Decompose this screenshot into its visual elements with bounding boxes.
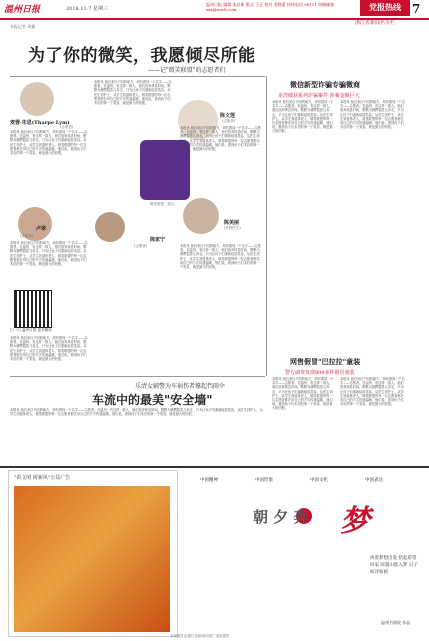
article-text: 本报讯 他们来自不同的地方，却有着同一个名字——志愿者。在温州，有这样一群人，他们放弃休息时间，默默为唇腭裂患儿奔走，只为让孩子们重新绽放笑容。从医生到护士，从学生到退休老人，微笑联盟的每一位志愿者都在用自己的方式传递温暖。他们说，看到孩子们术后的第一个笑容，就是最大的回报。 [272,100,334,134]
person-role: (志愿者) [222,119,236,123]
article-text: 本报讯 他们来自不同的地方，却有着同一个名字——志愿者。在温州，有这样一群人，他们放弃休息时间，默默为唇腭裂患儿奔走，只为让孩子们重新绽放笑容。从医生到护士，从学生到退休老人，微笑联盟的每一位志愿者都在用自己的方式传递温暖。他们说，看到孩子们术后的第一个笑容，就是最大的回报。 [94,80,172,106]
ad-painting [14,486,170,632]
article-text: 本报讯 他们来自不同的地方，却有着同一个名字——志愿者。在温州，有这样一群人，他们放弃休息时间，默默为唇腭裂患儿奔走，只为让孩子们重新绽放笑容。从医生到护士，从学生到退休老人，微笑联盟的每一位志愿者都在用自己的方式传递温暖。他们说，看到孩子们术后的第一个笑容，就是最大的回报。 [340,100,405,130]
person-name: 卢翠 [36,226,47,232]
issue-date: 2018.11.7 星期三 [66,6,109,12]
person-photo [20,82,54,116]
ad-slogan: 中国文化 [310,478,328,483]
section-subtab: 浙江省新闻名专栏 [355,20,396,26]
divider [10,376,265,377]
article-text: 本报讯 他们来自不同的地方，却有着同一个名字——志愿者。在温州，有这样一群人，他们放弃休息时间，默默为唇腭裂患儿奔走，只为让孩子们重新绽放笑容。从医生到护士，从学生到退休老人，微笑联盟的每一位志愿者都在用自己的方式传递温暖。他们说，看到孩子们术后的第一个笑容，就是最大的回报。 [10,336,88,362]
qr-code[interactable] [14,290,52,328]
person-role: (志愿者) [20,234,34,238]
ad-poem: 执着梦想出发 拾起希望回家 喧嚣山影入梦 日子如诗如画 [370,556,418,575]
ad-slogan: 中国表达 [365,478,383,483]
photo-caption: 微笑联盟 · 爱心 [150,202,175,206]
person-role: (外科医生) [224,226,241,230]
ad-slogan: 中国精神 [200,478,218,483]
story-headline: 车流中的最美"安全墙" [92,393,213,407]
divider [10,76,265,77]
masthead: 温州日报 [4,5,41,15]
ad-title: "讲文明 树新风"公益广告 [14,475,71,481]
person-name: 麦蓉·朱思(Tharpe Lym) [10,120,70,126]
ad-heading: 朝 夕 奔 [253,508,309,526]
ad-credit: 温州书画院 作品 [381,620,411,625]
article-text: 本报讯 他们来自不同的地方，却有着同一个名字——志愿者。在温州，有这样一群人，他们放弃休息时间，默默为唇腭裂患儿奔走，只为让孩子们重新绽放笑容。从医生到护士，从学生到退休老人，微笑联盟的每一位志愿者都在用自己的方式传递温暖。他们说，看到孩子们术后的第一个笑容，就是最大的回报。 [272,377,334,411]
ad-divider [0,466,429,468]
side-story-subheadline: 警方调查发现800多件假冒童装 [285,370,355,376]
section-tab: 党报热线 [360,0,410,16]
main-subheadline: ——记"微笑联盟"的志愿者们 [148,67,226,74]
person-name: 陈家宁 [150,237,166,243]
side-story-subheadline: 龙湾破获系列诈骗案件 涉案金额巨大 [278,93,360,99]
article-text: 本报讯 他们来自不同的地方，却有着同一个名字——志愿者。在温州，有这样一群人，他们放弃休息时间，默默为唇腭裂患儿奔走，只为让孩子们重新绽放笑容。从医生到护士，从学生到退休老人，微笑联盟的每一位志愿者都在用自己的方式传递温暖。他们说，看到孩子们术后的第一个笑容，就是最大的回报。 [180,126,261,152]
person-name: 陈美丽 [224,220,240,226]
ad-heading-meng: 梦 [340,504,370,539]
person-photo [95,212,125,242]
column-divider [266,76,267,376]
header-info: 温州日报 编辑 朱启新 版式 王正 校对 金晓蕾 热线电话 96111 投稿邮箱 xxx@wzrb.com [206,2,335,12]
person-role: (志愿者) [60,125,74,129]
page-footer: 本版照片由浙江省新闻出版广电局提供 [170,634,230,638]
article-text: 本报讯 他们来自不同的地方，却有着同一个名字——志愿者。在温州，有这样一群人，他们放弃休息时间，默默为唇腭裂患儿奔走，只为让孩子们重新绽放笑容。从医生到护士，从学生到退休老人，微笑联盟的每一位志愿者都在用自己的方式传递温暖。他们说，看到孩子们术后的第一个笑容，就是最大的回报。 [10,130,88,156]
byline: 本报记者 周捷 [10,24,36,29]
qr-label: 扫一扫 温州日报 更多精彩 [10,328,52,332]
side-story-headline: 微信新型诈骗专骗微商 [290,81,360,89]
person-name: 陈文莲 [220,113,236,119]
article-text: 本报讯 他们来自不同的地方，却有着同一个名字——志愿者。在温州，有这样一群人，他们放弃休息时间，默默为唇腭裂患儿奔走，只为让孩子们重新绽放笑容。从医生到护士，从学生到退休老人，微笑联盟的每一位志愿者都在用自己的方式传递温暖。他们说，看到孩子们术后的第一个笑容，就是最大的回报。 [10,408,263,417]
article-text: 本报讯 他们来自不同的地方，却有着同一个名字——志愿者。在温州，有这样一群人，他们放弃休息时间，默默为唇腭裂患儿奔走，只为让孩子们重新绽放笑容。从医生到护士，从学生到退休老人，微笑联盟的每一位志愿者都在用自己的方式传递温暖。他们说，看到孩子们术后的第一个笑容，就是最大的回报。 [10,241,88,267]
person-role: (志愿者) [134,244,148,248]
main-headline: 为了你的微笑，我愿倾尽所能 [28,46,256,66]
page-number: 7 [412,2,421,16]
article-text: 本报讯 他们来自不同的地方，却有着同一个名字——志愿者。在温州，有这样一群人，他们放弃休息时间，默默为唇腭裂患儿奔走，只为让孩子们重新绽放笑容。从医生到护士，从学生到退休老人，微笑联盟的每一位志愿者都在用自己的方式传递温暖。他们说，看到孩子们术后的第一个笑容，就是最大的回报。 [340,377,405,407]
person-photo [183,198,219,234]
ad-slogan: 中国形象 [255,478,273,483]
side-story-headline: 网售假冒"巴拉拉"童装 [290,358,361,366]
article-text: 本报讯 他们来自不同的地方，却有着同一个名字——志愿者。在温州，有这样一群人，他们放弃休息时间，默默为唇腭裂患儿奔走，只为让孩子们重新绽放笑容。从医生到护士，从学生到退休老人，微笑联盟的每一位志愿者都在用自己的方式传递温暖。他们说，看到孩子们术后的第一个笑容，就是最大的回报。 [180,244,261,270]
story-tagline: 乐清女辅警为车祸伤者撑起挡雨伞 [135,383,226,390]
